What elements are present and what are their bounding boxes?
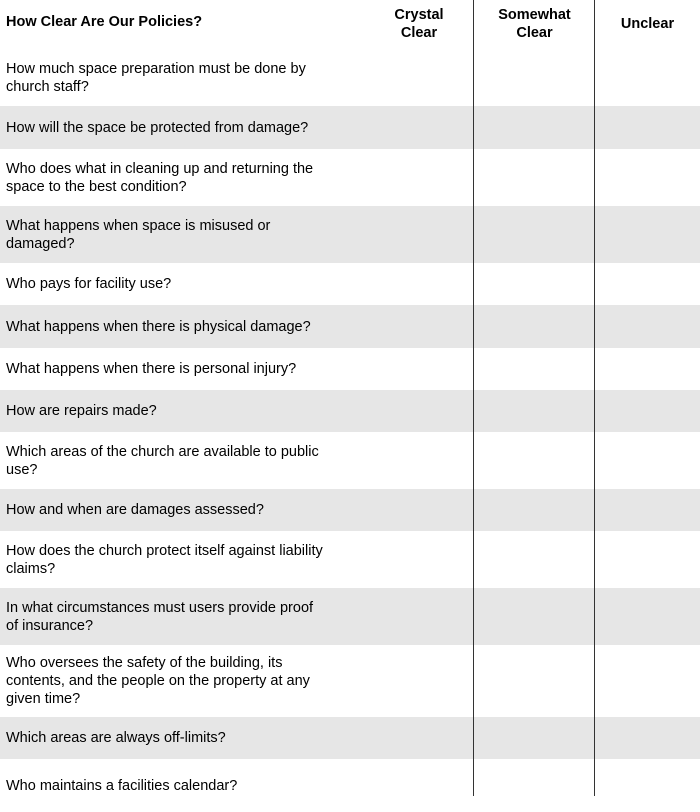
- column-header-crystal-clear: [352, 6, 486, 42]
- column-header-line: Clear: [400, 25, 438, 41]
- question-text: [0, 119, 350, 137]
- table-row: [0, 106, 700, 149]
- question-line: church staff?: [6, 79, 89, 95]
- table-row: [0, 305, 700, 348]
- column-divider: [594, 0, 595, 796]
- question-text: [0, 318, 350, 336]
- table-row: [0, 759, 700, 812]
- question-text: [0, 217, 350, 253]
- question-text: [0, 777, 350, 795]
- table-row: [0, 263, 700, 305]
- column-divider: [473, 0, 474, 796]
- table-row: [0, 645, 700, 717]
- question-line: In what circumstances must users provide proof: [6, 599, 314, 616]
- table-row: [0, 149, 700, 206]
- question-rows: [0, 50, 700, 812]
- question-line: Who maintains a facilities calendar?: [6, 777, 238, 794]
- question-line: Which areas of the church are available to public: [6, 443, 319, 460]
- question-text: [0, 402, 350, 420]
- question-text: [0, 443, 350, 479]
- column-header-line: Somewhat: [498, 7, 571, 23]
- question-text: [0, 654, 350, 708]
- question-line: damaged?: [6, 235, 75, 252]
- column-header-somewhat-clear: [474, 6, 595, 42]
- table-row: [0, 432, 700, 489]
- column-header-line: Clear: [516, 25, 553, 41]
- question-line: How will the space be protected from damage?: [6, 119, 309, 136]
- question-line: How are repairs made?: [6, 403, 157, 419]
- table-row: [0, 206, 700, 263]
- question-line: What happens when there is personal injury?: [6, 361, 297, 377]
- question-text: [0, 501, 350, 519]
- question-line: space to the best condition?: [6, 178, 187, 195]
- column-header-line: Unclear: [620, 16, 675, 32]
- table-row: [0, 588, 700, 645]
- column-header-line: Crystal: [394, 7, 444, 23]
- question-line: Who pays for facility use?: [6, 276, 172, 292]
- table-row: [0, 489, 700, 531]
- question-text: [0, 160, 350, 196]
- question-line: of insurance?: [6, 617, 94, 634]
- question-line: given time?: [6, 691, 81, 707]
- table-row: [0, 717, 700, 759]
- question-line: claims?: [6, 560, 56, 577]
- column-header-unclear: [595, 15, 700, 33]
- table-row: [0, 390, 700, 432]
- question-line: What happens when there is physical damage?: [6, 318, 311, 335]
- question-text: [0, 542, 350, 578]
- table-header: [0, 0, 700, 50]
- table-row: [0, 348, 700, 390]
- question-text: [0, 599, 350, 635]
- question-line: How and when are damages assessed?: [6, 502, 264, 518]
- question-text: [0, 729, 350, 747]
- table-row: [0, 50, 700, 106]
- question-text: [0, 275, 350, 293]
- question-line: What happens when space is misused or: [6, 217, 271, 234]
- question-line: Which areas are always off-limits?: [6, 730, 226, 746]
- question-line: Who oversees the safety of the building, its: [6, 655, 283, 671]
- question-line: How does the church protect itself against liability: [6, 542, 323, 559]
- worksheet-title: How Clear Are Our Policies?: [6, 14, 203, 30]
- question-line: Who does what in cleaning up and returning the: [6, 160, 314, 177]
- question-line: How much space preparation must be done by: [6, 61, 306, 77]
- question-line: contents, and the people on the property at any: [6, 673, 310, 689]
- question-text: [0, 360, 350, 378]
- question-text: [0, 60, 350, 96]
- question-line: use?: [6, 461, 38, 478]
- table-row: [0, 531, 700, 588]
